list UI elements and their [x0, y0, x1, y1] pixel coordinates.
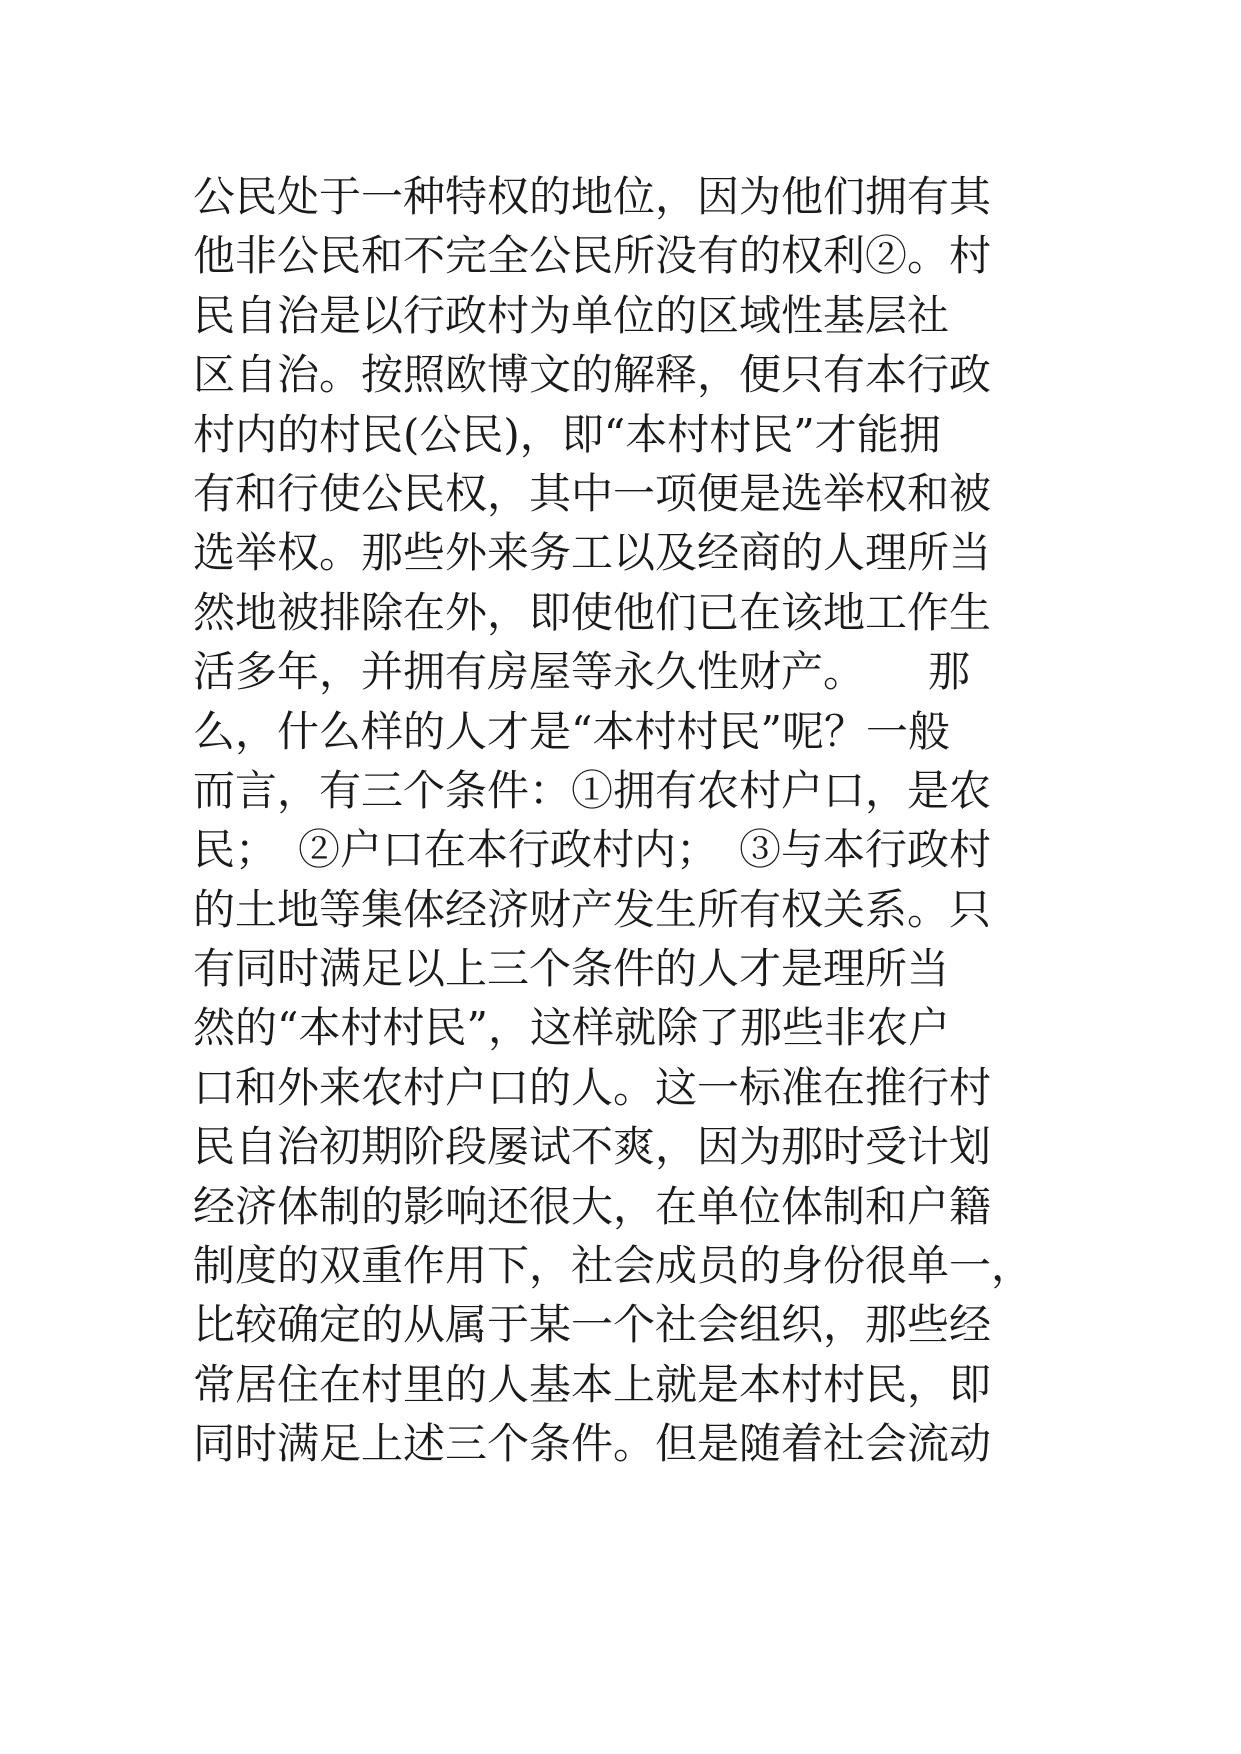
text-line: 经济体制的影响还很大，在单位体制和户籍 [193, 1181, 992, 1231]
text-line: 民； ②户口在本行政村内； ③与本行政村 [193, 825, 992, 875]
text-line: 然的“本村村民”，这样就除了那些非农户 [193, 1003, 950, 1053]
text-line: 然地被排除在外，即使他们已在该地工作生 [193, 587, 992, 637]
text-line: 常居住在村里的人基本上就是本村村民，即 [193, 1359, 992, 1409]
text-line: 活多年，并拥有房屋等永久性财产。 那 [193, 647, 971, 697]
text-line: 的土地等集体经济财产发生所有权关系。只 [193, 884, 992, 934]
text-line: 选举权。那些外来务工以及经商的人理所当 [193, 528, 992, 578]
text-line: 民自治是以行政村为单位的区域性基层社 [193, 290, 950, 340]
text-line: 而言，有三个条件：①拥有农村户口，是农 [193, 765, 992, 815]
body-text [193, 167, 1063, 1474]
text-line: 么，什么样的人才是“本村村民”呢？一般 [193, 706, 950, 756]
text-line: 有同时满足以上三个条件的人才是理所当 [193, 944, 950, 994]
text-line: 同时满足上述三个条件。但是随着社会流动 [193, 1419, 992, 1469]
text-line: 制度的双重作用下，社会成员的身份很单一， [193, 1241, 1034, 1291]
text-line: 他非公民和不完全公民所没有的权利②。村 [193, 231, 992, 281]
text-line: 区自治。按照欧博文的解释，便只有本行政 [193, 350, 992, 400]
text-line: 有和行使公民权，其中一项便是选举权和被 [193, 468, 992, 518]
text-line: 民自治初期阶段屡试不爽，因为那时受计划 [193, 1122, 992, 1172]
text-line: 比较确定的从属于某一个社会组织，那些经 [193, 1300, 992, 1350]
text-line: 村内的村民(公民)，即“本村村民”才能拥 [193, 409, 941, 459]
text-line: 口和外来农村户口的人。这一标准在推行村 [193, 1062, 992, 1112]
text-line: 公民处于一种特权的地位，因为他们拥有其 [193, 172, 992, 221]
